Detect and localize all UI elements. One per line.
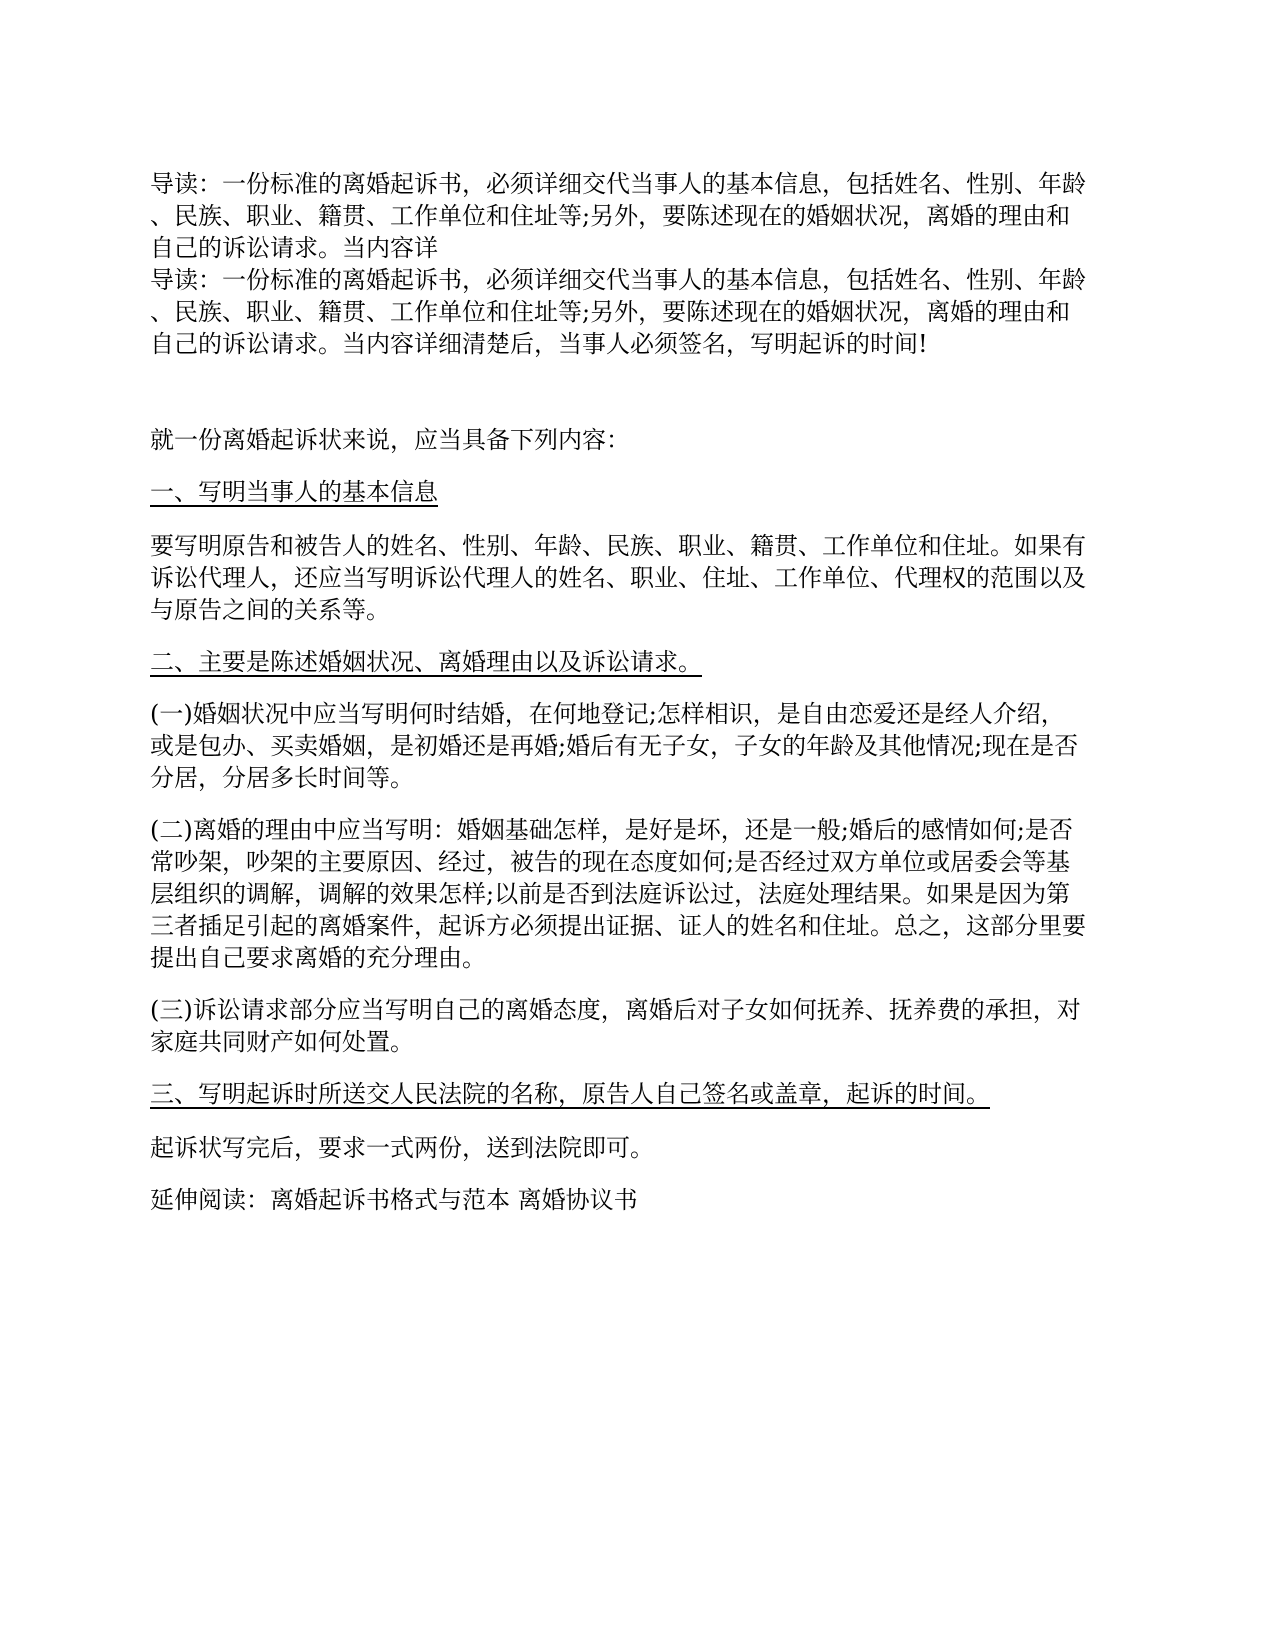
closing-note: 起诉状写完后，要求一式两份，送到法院即可。 bbox=[150, 1134, 654, 1162]
spacer bbox=[150, 360, 1130, 424]
section1-heading: 一、写明当事人的基本信息 bbox=[150, 478, 438, 506]
intro-excerpt: 导读：一份标准的离婚起诉书，必须详细交代当事人的基本信息，包括姓名、性别、年龄 、民族、职业、籍贯、工作单位和住址等;另外，要陈述现在的婚姻状况，离婚的理由和 自己的诉讼请求。当内容详 bbox=[150, 170, 1086, 262]
further-reading: 延伸阅读：离婚起诉书格式与范本 离婚协议书 bbox=[150, 1186, 638, 1214]
section2-item2: (二)离婚的理由中应当写明：婚姻基础怎样，是好是坏，还是一般;婚后的感情如何;是否 常吵架，吵架的主要原因、经过，被告的现在态度如何;是否经过双方单位或居委会等基 层组织的调解，调解的效果怎样;以前是否到法庭诉讼过，法庭处理结果。如果是因为第 三者插足引起的离婚案件，起诉方必须提出证据、证人的姓名和住址。总之，这部分里要 提出自己要求离婚的充分理由。 bbox=[150, 816, 1086, 972]
section2-item1: (一)婚姻状况中应当写明何时结婚，在何地登记;怎样相识，是自由恋爱还是经人介绍， 或是包办、买卖婚姻，是初婚还是再婚;婚后有无子女，子女的年龄及其他情况;现在是否 分居，分居多长时间等。 bbox=[150, 700, 1079, 792]
document-body bbox=[150, 168, 1130, 1216]
lead-sentence: 就一份离婚起诉状来说，应当具备下列内容： bbox=[150, 426, 630, 454]
section1-body: 要写明原告和被告人的姓名、性别、年龄、民族、职业、籍贯、工作单位和住址。如果有 诉讼代理人，还应当写明诉讼代理人的姓名、职业、住址、工作单位、代理权的范围以及 与原告之间的关系等。 bbox=[150, 532, 1086, 624]
section2-item3: (三)诉讼请求部分应当写明自己的离婚态度，离婚后对子女如何抚养、抚养费的承担，对 家庭共同财产如何处置。 bbox=[150, 996, 1081, 1056]
intro-full: 导读：一份标准的离婚起诉书，必须详细交代当事人的基本信息，包括姓名、性别、年龄 、民族、职业、籍贯、工作单位和住址等;另外，要陈述现在的婚姻状况，离婚的理由和 自己的诉讼请求。当内容详细清楚后，当事人必须签名，写明起诉的时间! bbox=[150, 266, 1086, 358]
section2-heading: 二、主要是陈述婚姻状况、离婚理由以及诉讼请求。 bbox=[150, 648, 702, 676]
section3-heading: 三、写明起诉时所送交人民法院的名称，原告人自己签名或盖章，起诉的时间。 bbox=[150, 1080, 990, 1108]
